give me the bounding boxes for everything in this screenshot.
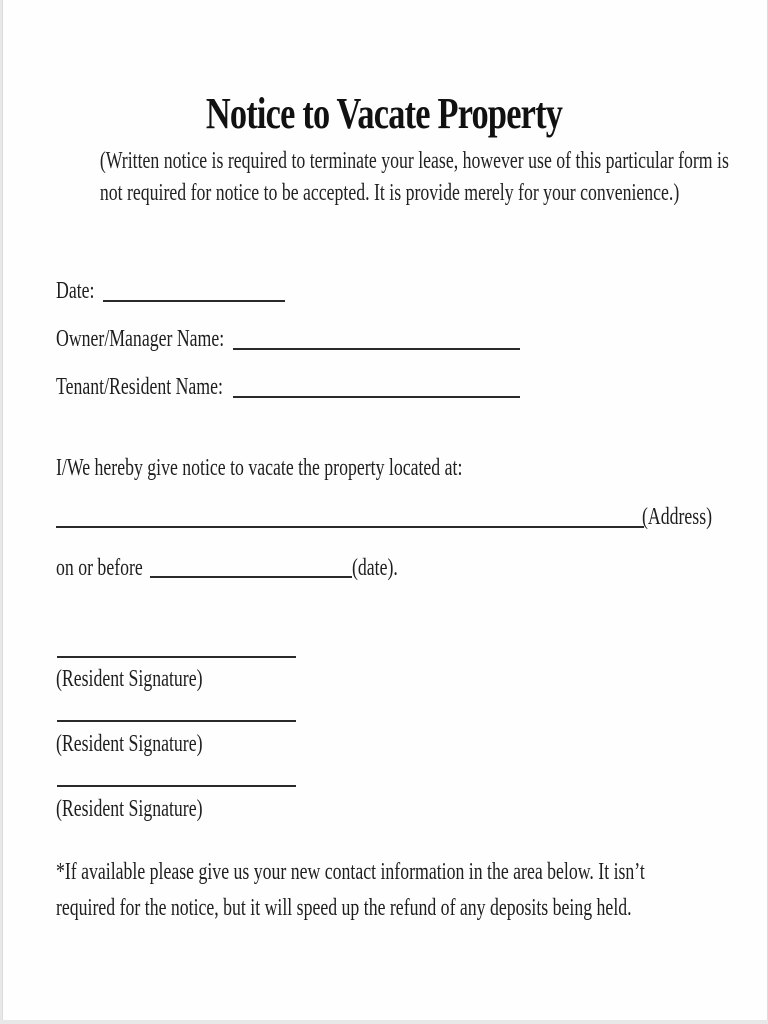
footnote-line-1: *If available please give us your new contact information in the area below. It isn’t [56, 859, 645, 885]
notice-statement: I/We hereby give notice to vacate the property located at: [56, 455, 463, 481]
date-field[interactable] [103, 300, 285, 302]
subtitle-line-2: not required for notice to be accepted. It is provide merely for your convenience.) [99, 180, 680, 206]
tenant-resident-label: Tenant/Resident Name: [56, 374, 223, 400]
tenant-resident-name-field[interactable] [233, 396, 520, 398]
on-or-before-label: on or before [56, 555, 143, 581]
subtitle-line-1: (Written notice is required to terminate your lease, however use of this particular form is [99, 148, 729, 174]
date-suffix: (date). [352, 555, 398, 581]
footnote-line-2: required for the notice, but it will speed up the refund of any deposits being held. [56, 895, 632, 921]
page-title: Notice to Vacate Property [205, 89, 563, 138]
signature-line-3[interactable] [57, 785, 296, 787]
signature-label-2: (Resident Signature) [56, 731, 203, 757]
owner-manager-label: Owner/Manager Name: [56, 326, 225, 352]
vacate-date-field[interactable] [150, 576, 352, 578]
signature-label-3: (Resident Signature) [56, 796, 203, 822]
address-suffix: (Address) [642, 504, 713, 530]
date-label: Date: [56, 278, 95, 304]
owner-manager-name-field[interactable] [233, 348, 520, 350]
signature-label-1: (Resident Signature) [56, 666, 203, 692]
signature-line-1[interactable] [57, 656, 296, 658]
address-field[interactable] [56, 526, 644, 528]
signature-line-2[interactable] [57, 720, 296, 722]
